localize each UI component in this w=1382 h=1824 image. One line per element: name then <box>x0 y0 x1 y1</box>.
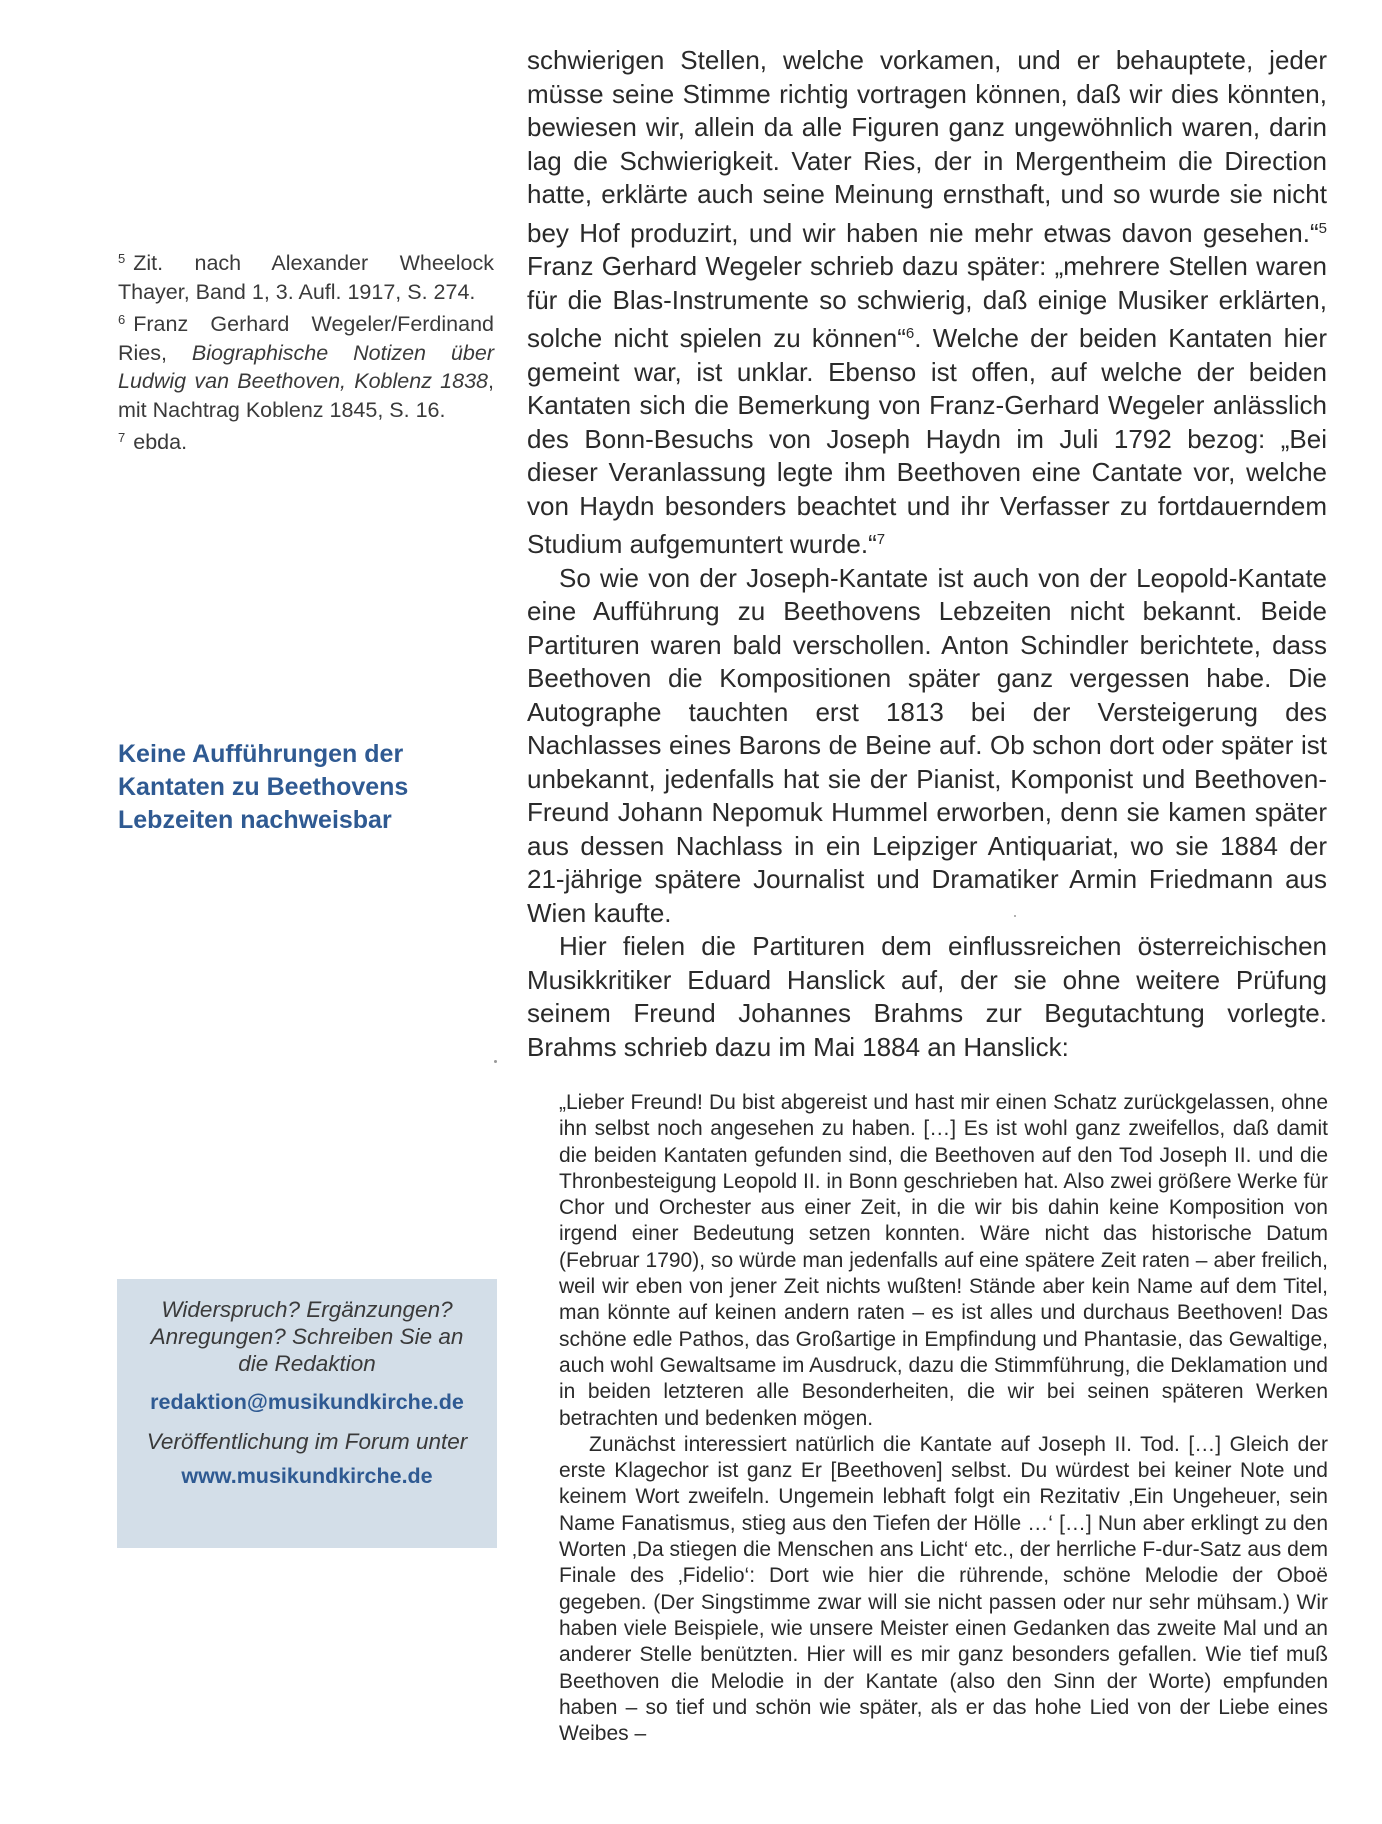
text-run: . Welche der beiden Kantaten hier gemeint war, ist unklar. Ebenso ist offen, auf welche der beiden Kantaten sich die Bemerkung von Franz-Gerhard Wegeler anlässlich des Bonn-Besuchs von Joseph Haydn im Juli 1792 bezog: „Bei dieser Veranlassung legte ihm Beethoven eine Cantate vor, welche von Haydn besonders beachtet und ihr Verfasser zu fortdauerndem Studium aufgemuntert wurde.“ <box>527 323 1327 559</box>
footnote-text: , mit Nachtrag Koblenz 1845, S. 16. <box>118 369 494 422</box>
side-heading: Keine Aufführungen der Kantaten zu Beethovens Lebzeiten nachweisbar <box>118 740 409 834</box>
paragraph: So wie von der Joseph-Kantate ist auch von der Leopold-Kantate eine Aufführung zu Beethovens Lebzeiten nicht bekannt. Beide Partituren waren bald verschollen. Anton Schindler berichtete, dass Beethoven die Kompositionen später ganz vergessen habe. Die Autographe tauchten erst 1813 bei der Versteigerung des Nachlasses eines Barons de Beine auf. Ob schon dort oder später ist unbekannt, jedenfalls hat sie der Pianist, Komponist und Beethoven-Freund Johann Nepomuk Hummel erworben, denn sie kamen später aus dessen Nachlass in ein Leipziger Antiquariat, wo sie 1884 der 21-jährige spätere Journalist und Dramatiker Armin Friedmann aus Wien kaufte. <box>527 562 1327 928</box>
scan-speck <box>1014 915 1016 917</box>
feedback-question: Widerspruch? Ergänzungen? Anregungen? Schreiben Sie an die Redaktion <box>150 1297 464 1376</box>
text-run: schwierigen Stellen, welche vorkamen, und er behauptete, jeder müsse seine Stimme richtig vortragen können, daß wir dies könnten, bewiesen wir, allein da alle Figuren ganz ungewöhnlich waren, darin lag die Schwierigkeit. Vater Ries, der in Mergentheim die Direction hatte, erklärte auch seine Meinung ernsthaft, und so wurde sie nicht bey Hof produzirt, und wir haben nie mehr etwas davon gesehen.“ <box>527 45 1327 248</box>
footnote-text: ebda. <box>133 430 188 454</box>
footnote-title: Biographische Notizen über Ludwig van Beethoven, Koblenz 1838 <box>118 340 494 393</box>
footnotes <box>118 245 494 457</box>
footnote-ref: 6 <box>905 325 915 342</box>
quote-paragraph: „Lieber Freund! Du bist abgereist und hast mir einen Schatz zurückgelassen, ohne ihn selbst noch angesehen zu haben. […] Es ist wohl ganz zweifellos, daß damit die beiden Kantaten gefunden sind, die Beethoven auf den Tod Joseph II. und die Thronbesteigung Leopold II. in Bonn geschrieben hat. Also zwei größere Werke für Chor und Orchester aus einer Zeit, in die wir bis dahin keine Komposition von irgend einer Bedeutung setzen konnten. Wäre nicht das historische Datum (Februar 1790), so würde man jedenfalls auf eine spätere Zeit raten – aber freilich, weil wir eben von jener Zeit nichts wußten! Stände aber kein Name auf dem Titel, man könnte auf keinen andern raten – es ist alles und durchaus Beethoven! Das schöne edle Pathos, das Großartige in Empfindung und Phantasie, das Gewaltige, auch wohl Gewaltsame im Ausdruck, dazu die Stimmführung, die Deklamation und in beiden letzteren alle Besonderheiten, die wir bei seinen späteren Werken betrachten und bedenken mögen. <box>559 1091 1328 1430</box>
main-text <box>527 44 1327 1064</box>
footnote-7 <box>118 424 494 457</box>
footnote-text: Franz Gerhard Wegeler/Ferdinand Ries, <box>118 312 494 365</box>
block-quote <box>559 1090 1328 1747</box>
footnote-6 <box>118 306 494 424</box>
paragraph: Hier fielen die Partituren dem einflussreichen österreichischen Musikkritiker Eduard Hanslick auf, der sie ohne weitere Prüfung seinem Freund Johannes Brahms zur Begutachtung vorlegte. Brahms schrieb dazu im Mai 1884 an Hanslick: <box>527 931 1327 1062</box>
text-run: Franz Gerhard Wegeler schrieb dazu später: „mehrere Stellen waren für die Blas-Instrumente so schwierig, daß einige Musiker erklärten, solche nicht spielen zu können“ <box>527 251 1327 353</box>
feedback-box <box>117 1279 497 1548</box>
footnote-number: 7 <box>118 430 126 445</box>
scan-speck <box>494 1060 497 1063</box>
footnote-ref: 7 <box>876 531 886 548</box>
footnote-ref: 5 <box>1318 219 1327 237</box>
footnote-5 <box>118 245 494 306</box>
footnote-number: 5 <box>118 251 126 266</box>
footnote-number: 6 <box>118 312 126 327</box>
footnote-text: Zit. nach Alexander Wheelock Thayer, Band 1, 3. Aufl. 1917, S. 274. <box>118 251 494 304</box>
forum-url-link[interactable]: www.musikundkirche.de <box>181 1464 433 1488</box>
quote-paragraph: Zunächst interessiert natürlich die Kantate auf Joseph II. Tod. […] Gleich der erste Klagechor ist ganz Er [Beethoven] selbst. Du würdest bei keiner Note und keinem Wort zweifeln. Ungemein lebhaft folgt ein Rezitativ ‚Ein Ungeheuer, sein Name Fanatismus, stieg aus den Tiefen der Hölle …‘ […] Nun aber erklingt zu den Worten ‚Da stiegen die Menschen ans Licht‘ etc., der herrliche F-dur-Satz aus dem Finale des ‚Fidelio‘: Dort wie hier die rührende, schöne Melodie der Oboë gegeben. (Der Singstimme zwar will sie nicht passen oder nur sehr mühsam.) Wir haben viele Beispiele, wie unsere Meister einen Gedanken das zweite Mal und an anderer Stelle benützten. Hier will es mir ganz besonders gefallen. Wie tief muß Beethoven die Melodie in der Kantate (also den Sinn der Worte) empfunden haben – so tief und schön wie später, als er das hohe Lied von der Liebe eines Weibes – <box>559 1432 1328 1746</box>
publication-note: Veröffentlichung im Forum unter <box>146 1429 468 1454</box>
editor-email-link[interactable]: redaktion@musikundkirche.de <box>150 1390 464 1414</box>
paragraph <box>527 44 1327 562</box>
